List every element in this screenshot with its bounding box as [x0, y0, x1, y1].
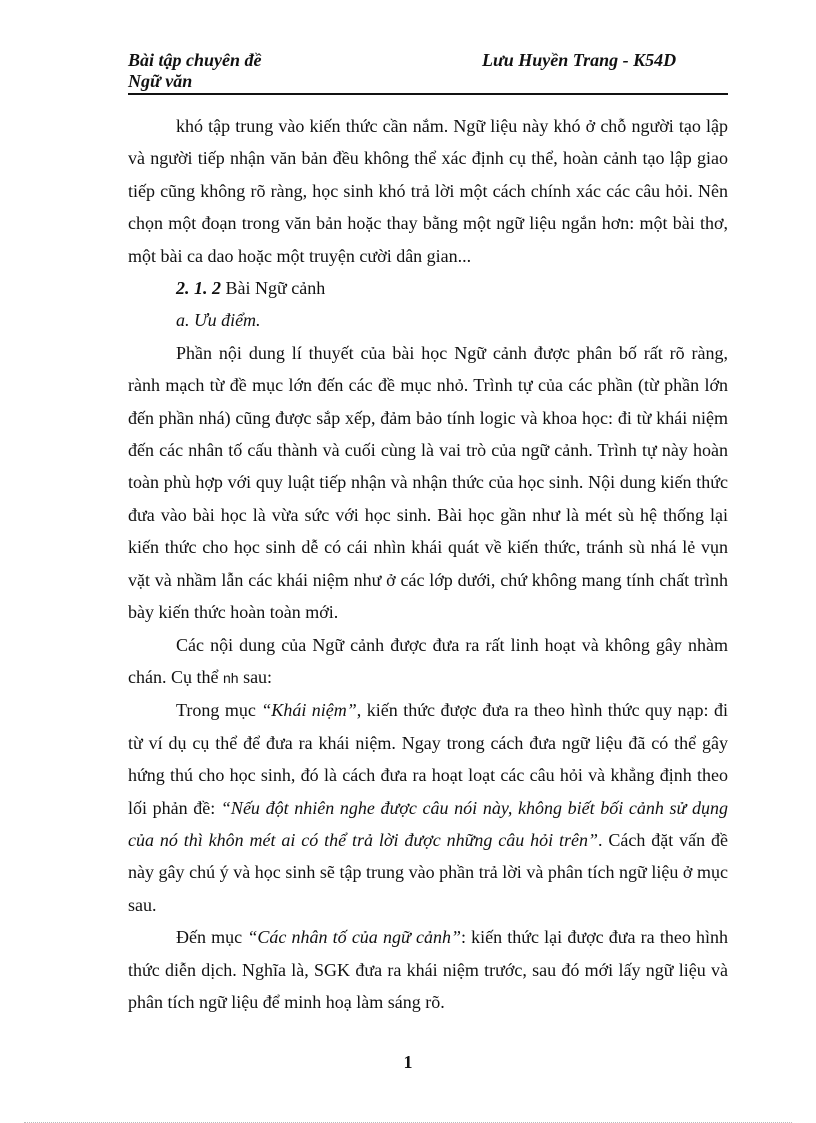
header-course-title: Bài tập chuyên đề	[128, 50, 262, 70]
section-number: 2. 1. 2	[176, 278, 221, 299]
paragraph-4	[128, 694, 728, 921]
section-title: Bài Ngữ cảnh	[221, 278, 326, 299]
section-heading	[128, 272, 728, 304]
paragraph-5	[128, 921, 728, 1018]
paragraph-3-end: sau:	[238, 666, 273, 687]
paragraph-4-quote: “Nếu đột nhiên nghe được câu nói này, không biết bối cảnh sử dụng của nó thì khôn mét ai có thể trả lời được những câu hỏi trên”	[128, 797, 728, 850]
paragraph-3-fragment: nh	[222, 669, 239, 686]
paragraph-5-term: “Các nhân tố của ngữ cảnh”	[247, 927, 461, 948]
subsection-heading: a. Ưu điểm.	[176, 310, 261, 331]
paragraph-1: khó tập trung vào kiến thức cần nắm. Ngữ liệu này khó ở chỗ người tạo lập và người tiếp nhận văn bản đều không thể xác định cụ thể, hoàn cảnh tạo lập giao tiếp cũng không rõ ràng, học sinh khó trả lời một cách chính xác các câu hỏi. Nên chọn một đoạn trong văn bản hoặc thay bằng một ngữ liệu ngắn hơn: một bài thơ, một bài ca dao hoặc một truyện cười dân gian...	[128, 116, 728, 266]
header-left	[128, 50, 262, 92]
paragraph-3	[128, 629, 728, 695]
paragraph-4-text: Trong mục	[176, 700, 262, 721]
paragraph-3-text: Các nội dung của Ngữ cảnh được đưa ra rất linh hoạt và không gây nhàm chán. Cụ thể	[128, 634, 728, 687]
document-body	[128, 110, 728, 1018]
paragraph-5-end: : kiến thức lại được đưa ra theo hình thức diễn dịch. Nghĩa là, SGK đưa ra khái niệm trước, sau đó mới lấy ngữ liệu và phân tích ngữ liệu để minh hoạ làm sáng rõ.	[128, 927, 728, 1012]
paragraph-2: Phần nội dung lí thuyết của bài học Ngữ cảnh được phân bố rất rõ ràng, rành mạch từ đề mục lớn đến các đề mục nhỏ. Trình tự của các phần (từ phần lớn đến phần nhá) cũng được sắp xếp, đảm bảo tính logic và khoa học: đi từ khái niệm đến các nhân tố cấu thành và cuối cùng là vai trò của ngữ cảnh. Trình tự này hoàn toàn phù hợp với quy luật tiếp nhận và nhận thức của học sinh. Nội dung kiến thức đưa vào bài học là vừa sức với học sinh. Bài học gần như là mét sù hệ thống lại kiến thức cho học sinh dễ có cái nhìn khái quát về kiến thức, tránh sù nhá lẻ vụn vặt và nhầm lẫn các khái niệm như ở các lớp dưới, chứ không mang tính chất trình bày kiến thức hoàn toàn mới.	[128, 342, 728, 623]
paragraph-4-body: , kiến thức được đưa ra theo hình thức quy nạp: đi từ ví dụ cụ thể để đưa ra khái niệm. Ngay trong cách đưa ngữ liệu đã có thể gây hứng thú cho học sinh, đó là cách đưa ra hoạt loạt các câu hỏi và khẳng định theo lối phản đề:	[128, 700, 728, 818]
paragraph-4-end: . Cách đặt vấn đề này gây chú ý và học sinh sẽ tập trung vào phần trả lời và phân tích ngữ liệu ở mục sau.	[128, 829, 728, 915]
paragraph-5-text: Đến mục	[176, 927, 248, 948]
header-subject: Ngữ văn	[128, 71, 193, 91]
header-divider	[128, 93, 728, 95]
header-author: Lưu Huyền Trang - K54D	[482, 50, 677, 70]
page-number: 1	[403, 1052, 413, 1072]
paragraph-4-term: “Khái niệm”	[261, 700, 357, 721]
